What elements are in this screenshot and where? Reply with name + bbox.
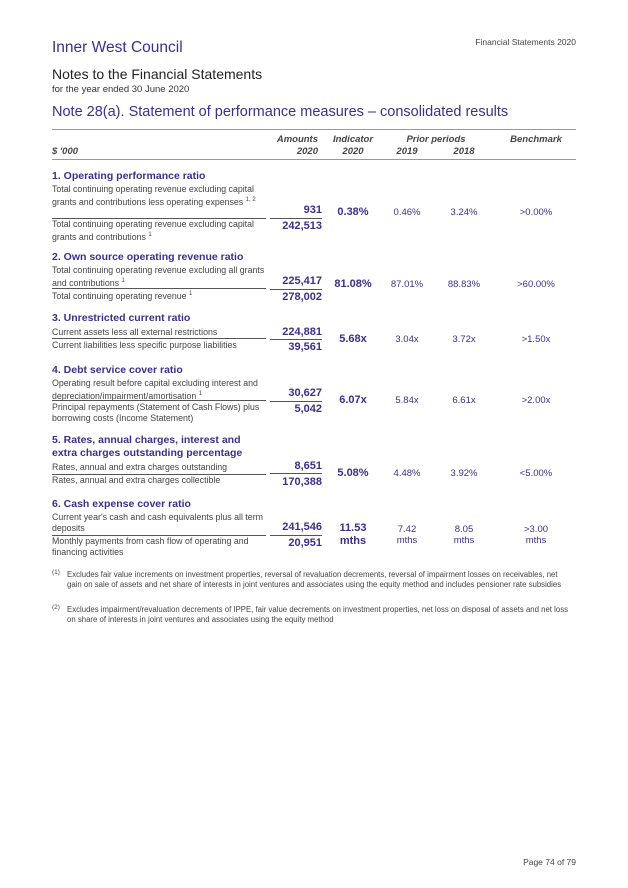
footnote-1 [52,570,572,590]
benchmark-value: <5.00% [519,468,553,479]
indicator-value: 5.08% [337,467,369,479]
denominator-label: Total continuing operating revenue excluding capital grants and contributions $^1$ [52,219,254,242]
benchmark-value: >3.00 mths [523,524,549,546]
section-title: 4. Debt service cover ratio [52,364,183,376]
numerator-amount: 30,627 [288,387,322,399]
numerator-amount: 224,881 [282,326,322,338]
numerator-label: Current year's cash and cash equivalents plus all term deposits [52,512,263,533]
amount-rule [270,289,322,290]
value-2018: 6.61x [452,395,476,406]
numerator-label: Total continuing operating revenue excluding capital grants and contributions less operating expenses $^{1, 2}$ [52,184,256,207]
document-title: Financial Statements 2020 [475,37,576,47]
numerator-amount: 241,546 [282,521,322,533]
indicator-value: 6.07x [339,394,367,406]
denominator-amount: 242,513 [282,220,322,232]
units-label: $ '000 [52,146,79,157]
numerator-label: Current assets less all external restrictions [52,327,218,337]
benchmark-value: >0.00% [519,207,553,218]
value-2018: 8.05 mths [453,524,475,546]
section-title: 2. Own source operating revenue ratio [52,251,244,263]
council-name: Inner West Council [52,39,183,56]
col-amounts: Amounts [276,134,318,145]
value-2019: 5.84x [395,395,419,406]
col-2019: 2019 [396,146,418,157]
indicator-value: 0.38% [337,206,369,218]
value-2018: 88.83% [447,279,481,290]
amount-rule [270,473,322,474]
denominator-amount: 39,561 [288,341,322,353]
value-2019: 3.04x [395,334,419,345]
denominator-amount: 170,388 [282,476,322,488]
section-title-line-2: extra charges outstanding percentage [52,447,243,459]
footnote-mark: (1) [52,569,60,576]
footnote-text: Excludes fair value increments on investment properties, reversal of revaluation decrements, reversal of impairment losses on receivables, net gain on sale of assets and net share of interests in joint ventures and associates using the equity method and includes pensioner rate subsidies [67,570,562,589]
section-title: 3. Unrestricted current ratio [52,312,191,324]
fraction-rule [52,400,266,401]
numerator-label: Rates, annual and extra charges outstanding [52,462,228,472]
value-2018: 3.72x [452,334,476,345]
denominator-amount: 20,951 [288,537,322,549]
denominator-amount: 5,042 [294,403,322,415]
section-title: 5. Rates, annual charges, interest and [52,434,241,446]
col-benchmark: Benchmark [510,134,562,145]
numerator-amount: 8,651 [294,460,322,472]
col-2018: 2018 [453,146,475,157]
col-amounts-year: 2020 [296,146,318,157]
value-2019: 0.46% [393,207,421,218]
value-2019: 87.01% [390,279,424,290]
benchmark-value: >60.00% [517,279,555,290]
numerator-label: Operating result before capital excluding interest and depreciation/impairment/amortisation $^1$ [52,378,258,401]
numerator-amount: 931 [303,204,322,216]
amount-rule [270,218,322,219]
year-subtitle: for the year ended 30 June 2020 [52,84,190,95]
denominator-label: Monthly payments from cash flow of operating and financing activities [52,536,249,557]
page-number: Page 74 of 79 [523,857,576,867]
denominator-label: Principal repayments (Statement of Cash Flows) plus borrowing costs (Income Statement) [52,402,260,423]
header-rule-bottom [52,159,576,160]
header-rule-top [52,129,576,130]
col-indicator-year: 2020 [342,146,364,157]
section-title: 6. Cash expense cover ratio [52,498,191,510]
denominator-label: Total continuing operating revenue $^1$ [52,290,193,301]
value-2019: 7.42 mths [396,524,418,546]
indicator-value: 11.53 mths [339,522,367,547]
footnote-mark: (2) [52,604,60,611]
indicator-value: 81.08% [334,278,372,290]
value-2018: 3.24% [450,207,478,218]
value-2019: 4.48% [393,468,421,479]
numerator-label: Total continuing operating revenue excluding all grants and contributions $^1$ [52,265,265,288]
amount-rule [270,339,322,340]
amount-rule [270,535,322,536]
amount-rule [270,401,322,402]
footnote-2 [52,605,572,625]
col-indicator: Indicator [332,134,374,145]
col-prior-periods: Prior periods [406,134,466,145]
denominator-amount: 278,002 [282,291,322,303]
denominator-label: Rates, annual and extra charges collectible [52,475,221,485]
notes-heading: Notes to the Financial Statements [52,66,263,82]
denominator-label: Current liabilities less specific purpose liabilities [52,340,237,350]
value-2018: 3.92% [450,468,478,479]
note-title: Note 28(a). Statement of performance measures – consolidated results [52,104,509,120]
indicator-value: 5.68x [339,333,367,345]
benchmark-value: >1.50x [521,334,551,345]
footnote-text: Excludes impairment/revaluation decrements of IPPE, fair value decrements on investment properties, net loss on disposal of assets and net loss on share of interests in joint ventures and associates using the equity method [67,605,568,624]
fraction-rule [52,338,266,339]
numerator-amount: 225,417 [282,275,322,287]
benchmark-value: >2.00x [521,395,551,406]
section-title: 1. Operating performance ratio [52,170,206,182]
